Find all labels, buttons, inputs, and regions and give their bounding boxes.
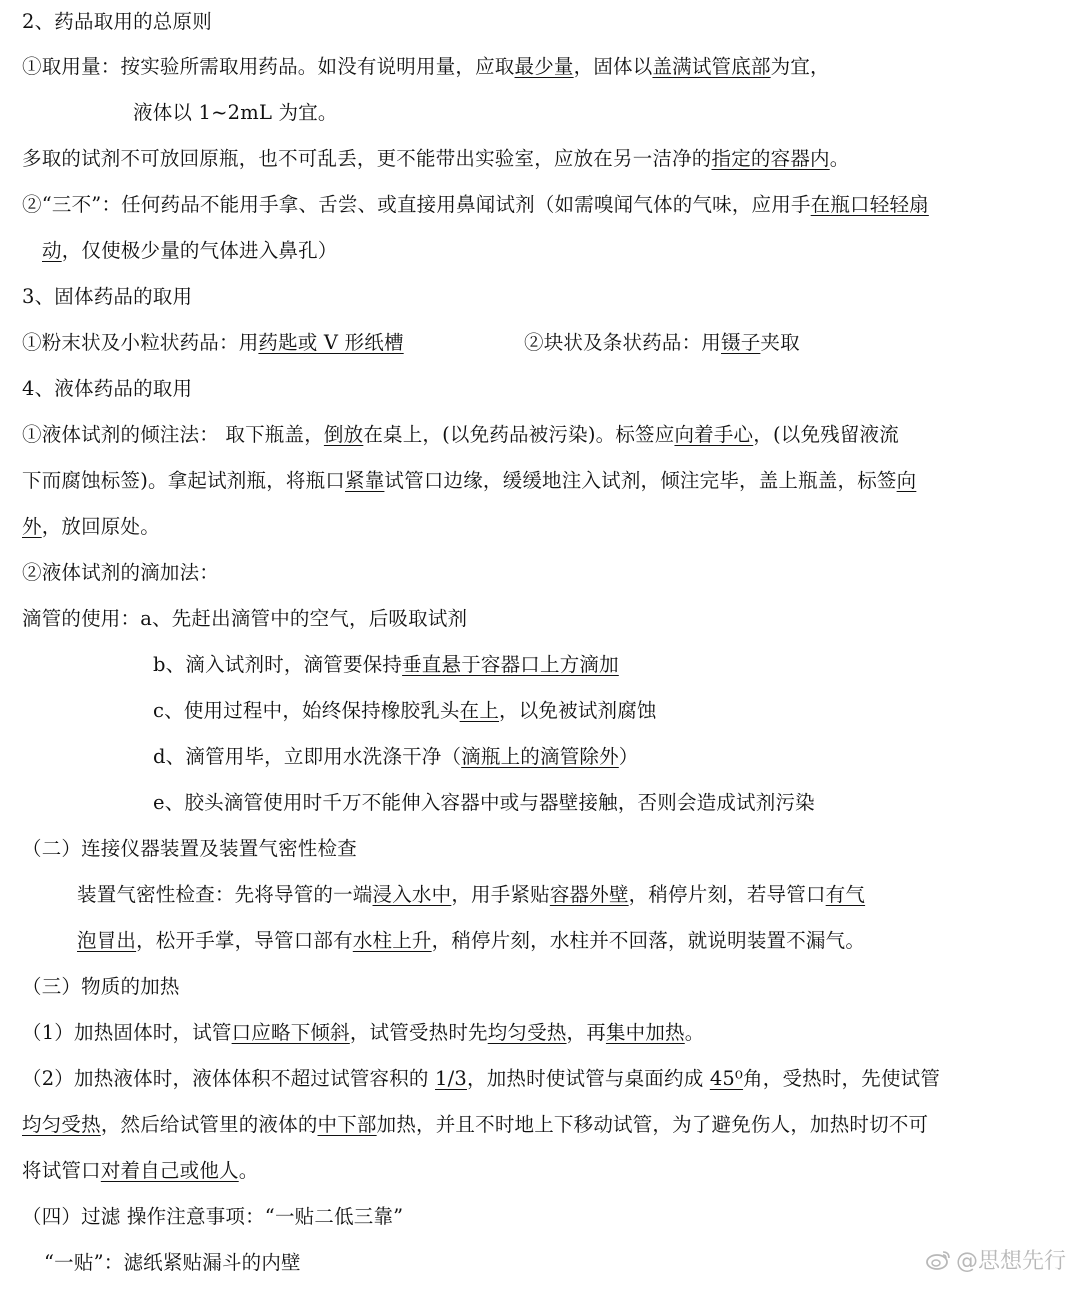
text-segment: 。 xyxy=(238,1159,259,1182)
underlined-text: 镊子 xyxy=(721,331,761,354)
text-segment: 夹取 xyxy=(760,331,800,354)
text-line xyxy=(22,1156,258,1186)
text-line xyxy=(22,558,219,588)
underlined-text: 中下部 xyxy=(317,1113,377,1136)
text-segment: （三）物质的加热 xyxy=(22,975,180,998)
text-line xyxy=(77,880,865,910)
text-segment: 将试管口 xyxy=(22,1159,101,1182)
underlined-text: 45⁰ xyxy=(709,1067,744,1090)
underlined-text: 泡冒出 xyxy=(77,929,137,952)
text-line xyxy=(22,1110,928,1140)
text-line xyxy=(153,788,815,818)
text-segment: ①粉末状及小粒状药品：用 xyxy=(22,331,259,354)
text-line xyxy=(22,1018,704,1048)
text-line xyxy=(22,972,180,1002)
text-line xyxy=(22,282,192,312)
text-segment: 试管口边缘，缓缓地注入试剂，倾注完毕，盖上瓶盖，标签 xyxy=(384,469,897,492)
text-segment: e、胶头滴管使用时千万不能伸入容器中或与器壁接触，否则会造成试剂污染 xyxy=(153,791,815,814)
underlined-text: 外 xyxy=(22,515,42,538)
text-line xyxy=(524,328,800,358)
text-segment: ，加热时使试管与桌面约成 xyxy=(467,1067,710,1090)
text-segment: 角，受热时，先使试管 xyxy=(743,1067,941,1090)
text-line xyxy=(22,1064,940,1094)
underlined-text: 盖满试管底部 xyxy=(652,55,771,78)
text-segment: ，稍停片刻，若导管口 xyxy=(628,883,826,906)
underlined-text: 容器外壁 xyxy=(549,883,629,906)
watermark xyxy=(926,1244,1066,1275)
text-line xyxy=(77,926,865,956)
underlined-text: 有气 xyxy=(825,883,866,906)
underlined-text: 1/3 xyxy=(435,1067,467,1090)
text-segment: 在桌上，(以免药品被污染)。标签应 xyxy=(363,423,675,446)
text-segment: ） xyxy=(618,745,639,768)
text-segment: （二）连接仪器装置及装置气密性检查 xyxy=(22,837,357,860)
text-segment: d、滴管用毕，立即用水洗涤干净（ xyxy=(153,745,462,768)
underlined-text: 指定的容器内 xyxy=(711,147,830,170)
text-line xyxy=(22,190,929,220)
underlined-text: 均匀受热 xyxy=(487,1021,567,1044)
underlined-text: 垂直悬于容器口上方滴加 xyxy=(402,653,619,676)
text-line xyxy=(22,420,899,450)
text-line xyxy=(153,650,619,680)
text-line xyxy=(153,696,657,726)
watermark-text: @思想先行 xyxy=(955,1249,1066,1274)
text-segment: 3、固体药品的取用 xyxy=(22,285,193,308)
text-line xyxy=(44,1248,301,1278)
text-segment: 滴管的使用：a、先赶出滴管中的空气，后吸取试剂 xyxy=(22,607,468,630)
underlined-text: 向 xyxy=(896,469,917,492)
text-segment: 2、药品取用的总原则 xyxy=(22,10,212,33)
text-segment: ，固体以 xyxy=(573,55,653,78)
text-line xyxy=(22,7,212,37)
underlined-text: 药匙或 V 形纸槽 xyxy=(258,331,404,354)
text-line xyxy=(133,98,338,128)
text-segment: 4、液体药品的取用 xyxy=(22,377,193,400)
text-segment: ②“三不”：任何药品不能用手拿、舌尝、或直接用鼻闻试剂（如需嗅闻气体的气味，应用手 xyxy=(22,193,811,216)
underlined-text: 紧靠 xyxy=(345,469,385,492)
text-line xyxy=(22,466,916,496)
text-line xyxy=(22,144,849,174)
text-segment: ，试管受热时先 xyxy=(349,1021,488,1044)
text-segment: 为宜， xyxy=(770,55,830,78)
text-segment: c、使用过程中，始终保持橡胶乳头 xyxy=(153,699,460,722)
text-segment: （四）过滤 操作注意事项：“一贴二低三靠” xyxy=(22,1205,404,1228)
underlined-text: 浸入水中 xyxy=(372,883,452,906)
text-segment: ，用手紧贴 xyxy=(451,883,550,906)
text-segment: ①取用量：按实验所需取用药品。如没有说明用量，应取 xyxy=(22,55,515,78)
text-segment: ，再 xyxy=(566,1021,606,1044)
underlined-text: 在瓶口轻轻扇 xyxy=(810,193,929,216)
text-segment: b、滴入试剂时，滴管要保持 xyxy=(153,653,403,676)
text-segment: ，仅使极少量的气体进入鼻孔） xyxy=(61,239,338,262)
text-segment: ，然后给试管里的液体的 xyxy=(100,1113,318,1136)
text-segment: 加热，并且不时地上下移动试管，为了避免伤人，加热时切不可 xyxy=(376,1113,929,1136)
text-segment: （2）加热液体时，液体体积不超过试管容积的 xyxy=(22,1067,436,1090)
text-segment: 装置气密性检查：先将导管的一端 xyxy=(77,883,373,906)
text-segment: 下而腐蚀标签)。拿起试剂瓶，将瓶口 xyxy=(22,469,346,492)
text-segment: ②液体试剂的滴加法： xyxy=(22,561,220,584)
underlined-text: 最少量 xyxy=(514,55,574,78)
text-segment: ，以免被试剂腐蚀 xyxy=(499,699,657,722)
text-line xyxy=(22,52,830,82)
text-line xyxy=(153,742,639,772)
underlined-text: 向着手心 xyxy=(674,423,754,446)
text-segment: ，松开手掌，导管口部有 xyxy=(136,929,353,952)
text-segment: ，稍停片刻，水柱并不回落，就说明装置不漏气。 xyxy=(431,929,866,952)
text-segment: 多取的试剂不可放回原瓶，也不可乱丢，更不能带出实验室，应放在另一洁净的 xyxy=(22,147,712,170)
text-line xyxy=(22,604,467,634)
underlined-text: 在上 xyxy=(459,699,500,722)
underlined-text: 滴瓶上的滴管除外 xyxy=(461,745,619,768)
text-line xyxy=(22,328,404,358)
underlined-text: 对着自己或他人 xyxy=(100,1159,239,1182)
text-segment: ，放回原处。 xyxy=(41,515,160,538)
text-line xyxy=(22,1202,403,1232)
underlined-text: 倒放 xyxy=(323,423,364,446)
text-segment: 液体以 1~2mL 为宜。 xyxy=(133,101,338,124)
text-line xyxy=(42,236,338,266)
underlined-text: 水柱上升 xyxy=(352,929,432,952)
text-segment: 。 xyxy=(684,1021,705,1044)
underlined-text: 动 xyxy=(42,239,62,262)
weibo-logo-icon xyxy=(926,1249,952,1271)
text-segment: ②块状及条状药品：用 xyxy=(524,331,722,354)
text-line xyxy=(22,512,160,542)
text-line xyxy=(22,374,192,404)
text-segment: 。 xyxy=(829,147,850,170)
underlined-text: 集中加热 xyxy=(605,1021,685,1044)
text-line xyxy=(22,834,357,864)
text-segment: ①液体试剂的倾注法： 取下瓶盖， xyxy=(22,423,324,446)
text-segment: （1）加热固体时，试管 xyxy=(22,1021,232,1044)
text-segment: ，(以免残留液流 xyxy=(753,423,899,446)
underlined-text: 口应略下倾斜 xyxy=(231,1021,350,1044)
underlined-text: 均匀受热 xyxy=(22,1113,101,1136)
text-segment: “一贴”：滤纸紧贴漏斗的内壁 xyxy=(44,1251,301,1274)
